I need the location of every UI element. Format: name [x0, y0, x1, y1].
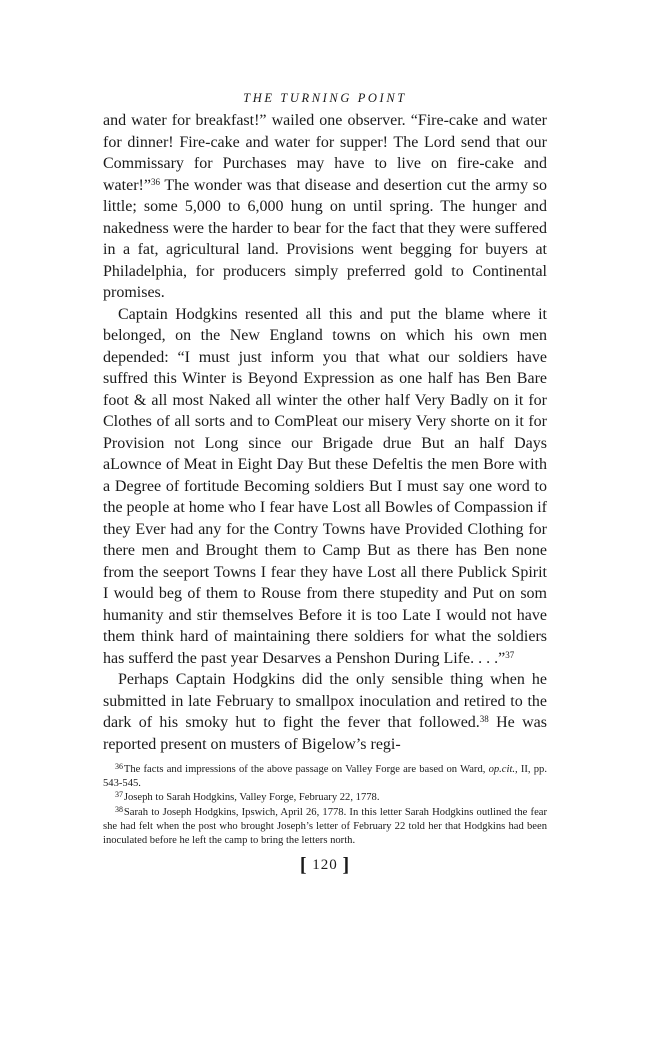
- footnote-text: The facts and impressions of the above passage on Valley Forge are based on Ward,: [123, 764, 489, 775]
- footnote: [103, 763, 547, 791]
- running-head: THE TURNING POINT: [243, 91, 407, 105]
- text-run: Perhaps Captain Hodgkins did the only sensible thing when he submitted in late February to smallpox inoculation and retired to the dark of his smoky hut to fight the fever that followed.: [103, 671, 547, 731]
- paragraph: [103, 110, 547, 304]
- footnote: [103, 791, 547, 805]
- text-run: and water for breakfast!” wailed one observer. “Fire-cake and water for dinner! Fire-cake and water for supper! The Lord send that our Commissary for Purchases may have to live on fire-cake and water!”: [103, 112, 547, 194]
- right-bracket: ]: [342, 854, 351, 877]
- footnote-number: 38: [115, 804, 123, 814]
- book-page: [103, 88, 547, 877]
- text-run: He was reported present on musters of Bigelow’s regi-: [103, 714, 547, 753]
- footnote: [103, 806, 547, 849]
- footnote-ref-37: 37: [505, 649, 515, 660]
- page-number-value: 120: [312, 857, 338, 874]
- footnote-number: 36: [115, 762, 123, 771]
- page-number: [103, 854, 547, 877]
- footnote-ref-36: 36: [150, 176, 160, 187]
- left-bracket: [: [299, 854, 308, 877]
- footnote-number: 37: [115, 790, 123, 800]
- footnote-text: Sarah to Joseph Hodgkins, Ipswich, April 26, 1778. In this letter Sarah Hodgkins outlined the fear she had felt when the post who brought Joseph’s letter of February 22 told her that Hodgkins had been inoculated before he left the camp to bring the letters north.: [103, 806, 547, 847]
- text-run: Captain Hodgkins resented all this and put the blame where it belonged, on the New England towns on which his own men depended: “I must just inform you that what our soldiers have suffred this Winter is Beyond Expression as one half has Ben Bare foot & all most Naked all winter the other half Very Badly on it for Clothes of all sorts and to ComPleat our misery Very shorte on it for Provision not Long since our Brigade drue But an half Days aLownce of Meat in Eight Day But these Defeltis the men Bore with a Degree of fortitude Becoming soldiers But I must say one word to the people at home who I fear have Lost all Bowles of Compassion if they Ever had any for the Contry Towns have Provided Clothing for there men and Brought them to Camp But as there has Ben none from the seeport Towns I fear they have Lost all there Publick Spirit I would beg of them to Rouse from there stupedity and Put on som humanity and stir themselves Before it is too Late I would not have them think hard of maintaining there soldiers for what the soldiers has sufferd the past year Desarves a Penshon During Life. . . .”: [103, 305, 547, 667]
- footnote-ref-38: 38: [479, 714, 489, 724]
- paragraph: [103, 304, 547, 670]
- footnote-text: II, pp. 543-545.: [103, 764, 547, 790]
- footnote-italic: op.cit.,: [488, 764, 518, 775]
- footnotes: [103, 763, 547, 848]
- paragraph: [103, 669, 547, 755]
- body-text: [103, 110, 547, 755]
- footnote-text: Joseph to Sarah Hodgkins, Valley Forge, February 22, 1778.: [123, 792, 380, 804]
- text-run: The wonder was that disease and desertion cut the army so little; some 5,000 to 6,000 hung on until spring. The hunger and nakedness were the harder to bear for the fact that they were suffered in a fat, agricultural land. Provisions went begging for buyers at Philadelphia, for producers simply preferred gold to Continental promises.: [103, 176, 547, 301]
